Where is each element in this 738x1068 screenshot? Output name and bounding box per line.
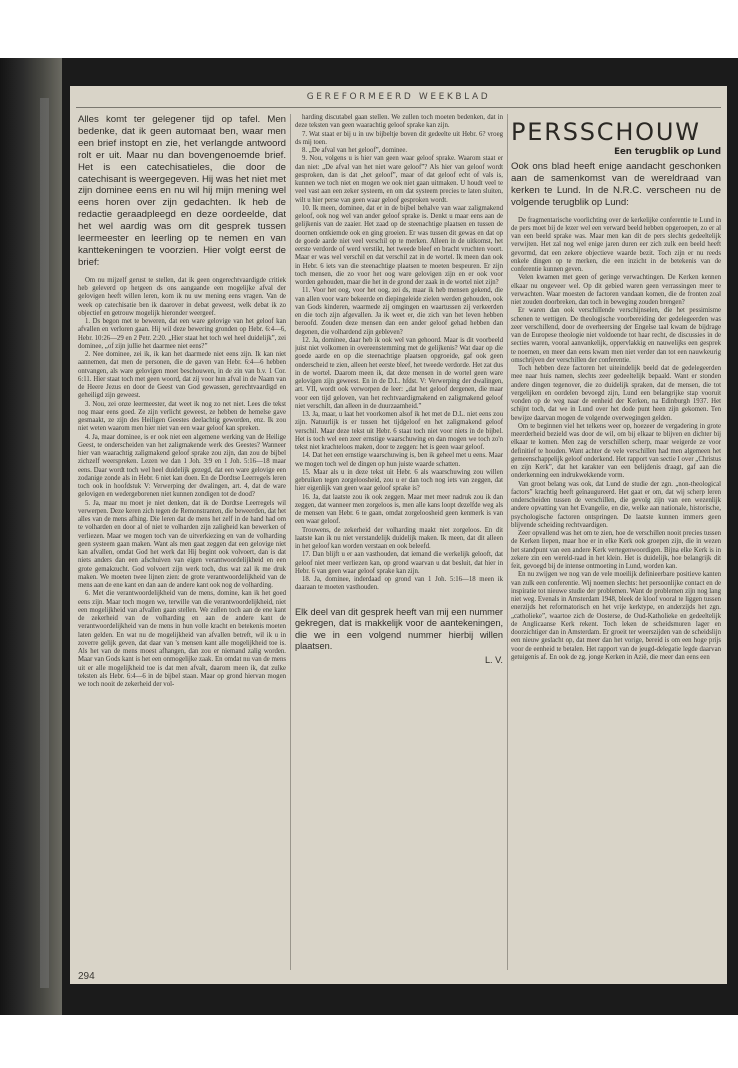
column-1-paragraph: 1. Ds begon met te beweren, dat een ware gelovige van het geloof kan afvallen en verloren gaan. Hij wil deze bewering gronden op Hebr. 6:4—6, Hebr. 10:26—29 en 2 Petr. 2:20. „Hier staat het toch wel heel duidelijk”, zei dominee, „of zijn jullie het daarmee niet eens?” [78,318,286,350]
column-2-paragraph: Trouwens, de zekerheid der volharding maakt niet zorgeloos. En dit laatste kan ik nu niet verstandelijk duidelijk maken. Ik meen, dat dit alleen in het geloof kan worden verstaan en ook beleefd. [295,526,503,550]
column-2-closing-note: Elk deel van dit gesprek heeft van mij een nummer gekregen, dat is makkelijk voor de aantekeningen, die we in een volgend nummer hierbij willen plaatsen. [295,606,503,652]
column-3-paragraph: Toch hebben deze factoren het uiteindelijk beeld dat de gedelegeerden mee naar huis namen, slechts zeer gedeeltelijk bepaald. Want er stonden andere dingen tegenover, die zo duidelijk spraken, dat de mensen, die tot vergelijken en oordelen bevoegd zijn, Lund een belangrijke stap vooruit vonden op de weg naar de eenheid der Kerken, na Edinburgh 1937. Het schijnt toch, dat we in Lund over het dode punt heen zijn gekomen. Ten bewijze daarvan mogen de volgende overwegingen gelden. [511,365,721,422]
column-3-paragraph: De fragmentarische voorlichting over de kerkelijke conferentie te Lund in de pers moet bij de lezer wel een verward beeld hebben opgeroepen, zo er al van een beeld sprake was. Maar men kan dit de pers slechts gedeeltelijk verwijten. Het zal nog wel enige jaren duren eer zich zulk een beeld heeft gevormd, dat een zekere objectieve waarde bezit. Toch zijn er nu reeds enkele dingen op te merken, die een inzicht in de betekenis van de conferentie kunnen geven. [511,216,721,274]
column-2-paragraph: 17. Dan blijft u er aan vasthouden, dat iemand die werkelijk gelooft, dat geloof niet meer verliezen kan, op grond waarvan u dat besluit, dat hier in Hebr. 6 van geen waar geloof sprake kan zijn. [295,551,503,575]
column-2-paragraph: 10. Ik meen, dominee, dat er in de bijbel behalve van waar zaligmakend geloof, ook nog wel van ander geloof sprake is. Denkt u maar eens aan de gelijkenis van de zaaier. Het zaad op de steenachtige plaatsen en tussen de doornen ontkiemde ook en ging groeien. Er was tussen dit gewas en dat op de goede aarde niet veel verschil op te merken. Alleen in de uitkomst, het eerste verdorde of werd verstikt, het tweede bleef en bracht vruchten voort. Maar er was wel verschil en dat verschil zat in de wortel. Ik meen dan ook in Hebr. 6 iets van die steenachtige plaatsen te moeten bespeuren. Er zijn toch mensen, die zo voor het oog ware gelovigen zijn en er ook voor worden gehouden, maar die het in de grond der zaak in de wortel niet zijn? [295,204,503,286]
column-3-paragraph: En nu zwijgen we nog van de vele moeilijk definieerbare positieve kanten van zulk een conferentie. Wij noemen slechts: het persoonlijke contact en de inspiratie tot nieuwe studie der problemen. Want de problemen zijn nog lang niet weg. Evenals in Amsterdam 1948, bleek de kloof vooral te liggen tussen enerzijds het reformatorisch en het vrije kerktype, en anderzijds het zgn. „catholieke”, waartoe zich de Oosterse, de Oud-Katholieke en gedeeltelijk de Anglicaanse Kerk rekent. Toch leken de scheidsmuren lager en doorzichtiger dan in Amsterdam. Er groeit ter weerszijden van de scheidslijn een nieuw geslacht op, dat meer dan het vorige, bereid is om een hoge prijs voor de eenheid te betalen. Het rapport van de jeugd-delegatie legde daarvan getuigenis af. En ook de zg. jonge Kerken in Azië, die meer dan eens een [511,571,721,661]
column-2-paragraph: 9. Nou, volgens u is hier van geen waar geloof sprake. Waarom staat er dan niet: „De afval van het niet ware geloof”? Als hier van geloof wordt gesproken, dan is dat „het geloof”, maar of dat geloof echt of vals is, kunnen we toch niet en mogen we ook niet gaan uitmaken. U houdt veel te veel vast aan een zeker systeem, en om dat systeem precies te laten sluiten, wilt u hier perse van geen waar geloof gesproken wordt. [295,155,503,204]
column-2-paragraph: 8. „De afval van het geloof”, dominee. [302,147,408,154]
column-1-intro: Alles komt ter gelegener tijd op tafel. Men bedenke, dat ik geen automaat ben, waar men een brief instopt en zie, het verlangde antwoord rolt er uit. Maar nu dan bovengenoemde brief. Het is een catechisatieles, die door de catechisant is weergegeven. Hij was het niet met zijn dominee eens en nu wil hij mijn mening wel eens horen over zijn gedachten. Ik heb de redactie geraadpleegd en deze oordeelde, dat het wel aardig was om dit gesprek tussen leermeester en leerling op te nemen en van kanttekeningen te voorzien. Hier volgt eerst de brief: [78,114,286,268]
column-divider-1 [290,114,291,970]
column-2-paragraph: 11. Voor het oog, voor het oog, zei ds, maar ik heb mensen gekend, die van allen voor ware bekeerde en diepingeleide zielen werden gehouden, ook van Gods kinderen, waarmede zij omgingen en waartussen zij verkeerden en die toch zijn afgevallen. Ja ik weet er, die zich van het leven hebben beroofd. Zouden deze mensen dan een ander geloof gehad hebben dan degenen, die volhardend zijn gebleven? [295,287,503,336]
newspaper-page [70,86,727,984]
page-number: 294 [78,971,95,982]
column-2-paragraph: 7. Wat staat er bij u in uw bijbeltje boven dit gedeelte uit Hebr. 6? vroeg ds mij toen. [295,130,503,146]
column-3-paragraph: Zeer opvallend was het om te zien, hoe de verschillen nooit precies tussen de Kerken liepen, maar hoe er in elke Kerk ook groepen zijn, die in wezen het standpunt van een andere Kerk vertegenwoordigen. Bijna elke Kerk is in zekere zin een wereld-raad in het klein. Het is duidelijk, hoe belangrijk dit feit, gevoegd bij de intense ontmoeting in Lund, worden kan. [511,530,721,571]
column-1-paragraph: 6. Met die verantwoordelijkheid van de mens, domine, kan ik het goed eens zijn. Maar toch mogen we, terwille van die verantwoordelijkheid, niet een mogelijkheid van afvallen gaan stellen. We zullen toch aan de ene kant de zekerheid van de volharding en aan de andere kant de verantwoordelijkheid van de mens in hun volle kracht en betekenis moeten laten gelden. En wat nu de mogelijkheid van afvallen betreft, wil ik u in zoverre gelijk geven, dat daar van 's mensen kant alle mogelijkheid toe is. Als het van de mens moest afhangen, dan zou er niemand zalig worden. Maar van Gods kant is het een onmogelijke zaak. En omdat nu van de mens uit er alle mogelijkheid toe is dat men afvalt, daarom meen ik, dat zulke teksten als Hebr. 6:4—6 in de bijbel staan. Maar op grond hiervan mogen we toch nooit de zekerheid der vol- [78,590,286,689]
column-3 [511,114,721,970]
column-3-intro: Ook ons blad heeft enige aandacht geschonken aan de samenkomst van de wereldraad van kerken te Lund. In de N.R.C. verscheen nu de volgende terugblik op Lund: [511,161,721,208]
spine-shadow [40,98,49,988]
author-signature: L. V. [484,654,503,665]
column-3-paragraph: Om te beginnen viel het telkens weer op, hoezeer de vergadering in grote meerderheid bezield was door de wil, om bij elkaar te blijven en dichter bij elkaar te komen. Men zag de verschillen scherp, maar weigerde ze voor definitief te houden. Want achter de vele verschillen had men algemeen het gemeenschappelijk geloof onderkend. Het rapport van sectie I over „Christus en zijn Kerk”, dat het karakter van een belijdenis draagt, gaf aan die onderkenning een indrukwekkende vorm. [511,422,721,480]
column-2-paragraph: harding discutabel gaan stellen. We zullen toch moeten bedenken, dat in deze teksten van geen waarachtig geloof sprake kan zijn. [295,114,503,130]
article-subtitle: Een terugblik op Lund [614,147,721,157]
column-1-paragraph: 3. Nou, zei onze leermeester, dat weet ik nog zo net niet. Lees die tekst nog maar eens goed. Ze zijn verlicht geweest, ze hebben de hemelse gave gesmaakt, ze zijn des Heiligen Geestes deelachtig geworden, enz. Ik zou niet weten waarom men hier niet van een waar geloof kan spreken. [78,400,286,433]
column-1 [78,114,286,970]
column-2-paragraph: 13. Ja, maar, u laat het voorkomen alsof ik het met de D.L. niet eens zou zijn. Natuurlijk is er tussen het tijdgeloof en het zaligmakend geloof verschil. Maar deze tekst uit Hebr. 6 staat toch niet voor niets in de bijbel. Het is toch wel een zeer ernstige waarschuwing en dan mogen we toch zo'n tekst niet krachteloos maken, door te zeggen: het is geen waar geloof. [295,411,503,451]
column-3-paragraph: Velen kwamen met geen of geringe verwachtingen. De Kerken kennen elkaar nu ongeveer wel. Op dit gebied waren geen verrassingen meer te verwachten. Waar moesten de factoren vandaan komen, die de fronten zoal niet zouden doorbreken, dan toch in beweging zouden brengen? [511,274,721,307]
section-title: PERSSCHOUW [511,118,701,146]
column-3-paragraph: Er waren dan ook verschillende verschijnselen, die het pessimisme schenen te wettigen. De theologische voorbereiding der gedelegeerden was zeer verschillend, door de overheersing der Engelse taal kwam de bijdrage van de Europese theologie niet voldoende tot haar recht, de discussies in de secties waren, vooral aanvankelijk, oppervlakkig en nauwelijks een gesprek te noemen, en meer dan eens kwam men niet verder dan tot een nauwkeurig omschrijven der verschillen der conferentie. [511,307,721,364]
column-2-paragraph: 12. Ja, dominee, daar heb ik ook wel van gehoord. Maar is dit voorbeeld juist niet volkomen in overeenstemming met de gelijkenis? Wat daar op die goede aarde en op die steenachtige plaatsen opgroeide, gaf ook geen onderscheid te zien, alleen het eerste bleef, het tweede verdorde. Het zat dus in de wortel. Daarom meen ik, dat deze mensen in de wortel geen ware gelovigen zijn geweest. En in de D.L. hfdst. V: Verwerping der dwalingen, art. VII, wordt ook verworpen de leer: „dat het geloof dergenen, die maar voor een tijd geloven, van het rechtvaardigmakend en zaligmakend geloof niet verschilt, dan alleen in de duurzaamheid.” [295,336,503,410]
column-1-paragraph: Om nu mijzelf gerust te stellen, dat ik geen ongerechtvaardigde critiek heb geleverd op hetgeen ds ons aangaande een mogelijke afval der gelovigen heeft willen leren, kom ik nu uw mening eens vragen. Van de week op catechisatie ben ik daarover in debat geweest, welk debat ik zo objectief en getrouw mogelijk hieronder weergeef. [78,276,286,317]
column-2-paragraph: 18. Ja, dominee, inderdaad op grond van 1 Joh. 5:16—18 meen ik daaraan te moeten vasthouden. [295,576,503,592]
scanned-page-background [0,58,738,1015]
running-header: GEREFORMEERD WEEKBLAD [306,92,491,102]
column-2-paragraph: 16. Ja, dat laatste zou ik ook zeggen. Maar met meer nadruk zou ik dan zeggen, dat wanneer men zorgeloos is, men alle kans loopt dezelfde weg als de mensen van Hebr. 6 te gaan, omdat zorgeloosheid geen kenmerk is van een waar geloof. [295,493,503,526]
book-spine [0,58,62,1015]
column-1-paragraph: 4. Ja, maar dominee, is er ook niet een algemene werking van de Heilige Geest, te onderscheiden van het zaligmakende werk des Geestes? Wanneer hier van waarachtig zaligmakend geloof sprake zou zijn, dan zou de bijbel zichzelf weerspreken. Lezen we dan 1 Joh. 3:9 en 1 Joh. 5:16—18 maar eens. Daar wordt toch wel heel duidelijk gezegd, dat een ware gelovige een zodanige zonde als in Hebr. 6 niet kan doen. En de Dordtse Leerregels leren toch ook in hoofdstuk V: Verwerping der dwalingen, art. 4, dat de ware gelovigen en wedergeborenen niet kunnen zondigen tot de dood? [78,433,286,499]
column-2 [295,114,503,970]
column-1-paragraph: 5. Ja, maar nu moet je niet denken, dat ik de Dordtse Leerregels wil verwerpen. Deze keren zich tegen de Remonstranten, die beweerden, dat het alles van de mens afhing. Die leren dat de mens het zelf in de hand had om te volharden en door al of niet te volharden zijn zaligheid kan bewerken of verliezen. Maar we mogen toch van de uitverkiezing en van de volharding geen systeem gaan maken. Want als men gaat zeggen dat een gelovige niet kan afvallen, omdat God het werk dat Hij begint ook volvoert, dan is dat niets anders dan een afschuiven van eigen verantwoordelijkheid en een grote gemakzucht. God volvoert zijn werk toch, dus wat zal ik me druk maken. We moeten twee lijnen zien: de grote verantwoordelijkheid van de mens aan de ene kant en dan aan de andere kant ook nog de volharding. [78,499,286,590]
column-2-paragraph: 15. Maar als u in deze tekst uit Hebr. 6 als waarschuwing zou willen gebruiken tegen zorgeloosheid, zou u er dan toch nog iets van zeggen, dat hier eigenlijk van geen waar geloof sprake is? [295,468,503,493]
header-rule [76,107,721,108]
column-divider-2 [507,114,508,970]
column-2-paragraph: 14. Dat het een ernstige waarschuwing is, ben ik geheel met u eens. Maar we mogen toch wel de dingen op hun juiste waarde schatten. [295,452,503,468]
column-1-paragraph: 2. Nee dominee, zei ik, ik kan het daarmede niet eens zijn. Ik kan niet aannemen, dat men de personen, die de gaven van Hebr. 6:4—6 hebben ontvangen, als ware gelovigen moet beschouwen, in de zin van b.v. 1 Cor. 6:11. Hier staat toch met geen woord, dat zij voor hun afval in de Naam van de Heere Jezus en door de Geest van God gewassen, gerechtvaardigd en geheiligd zijn geweest. [78,351,286,400]
column-3-paragraph: Van groot belang was ook, dat Lund de studie der zgn. „non-theological factors” krachtig heeft geïnaugureerd. Het gaat er om, dat wij scherp leren onderscheiden tussen de verschillen, die gevolg zijn van een wezenlijk andere opvatting van het Evangelie, en die, welke aan nationale, historische, psychologische factoren ontspringen. De laatste kunnen immers geen blijvende scheiding rechtvaardigen. [511,480,721,529]
